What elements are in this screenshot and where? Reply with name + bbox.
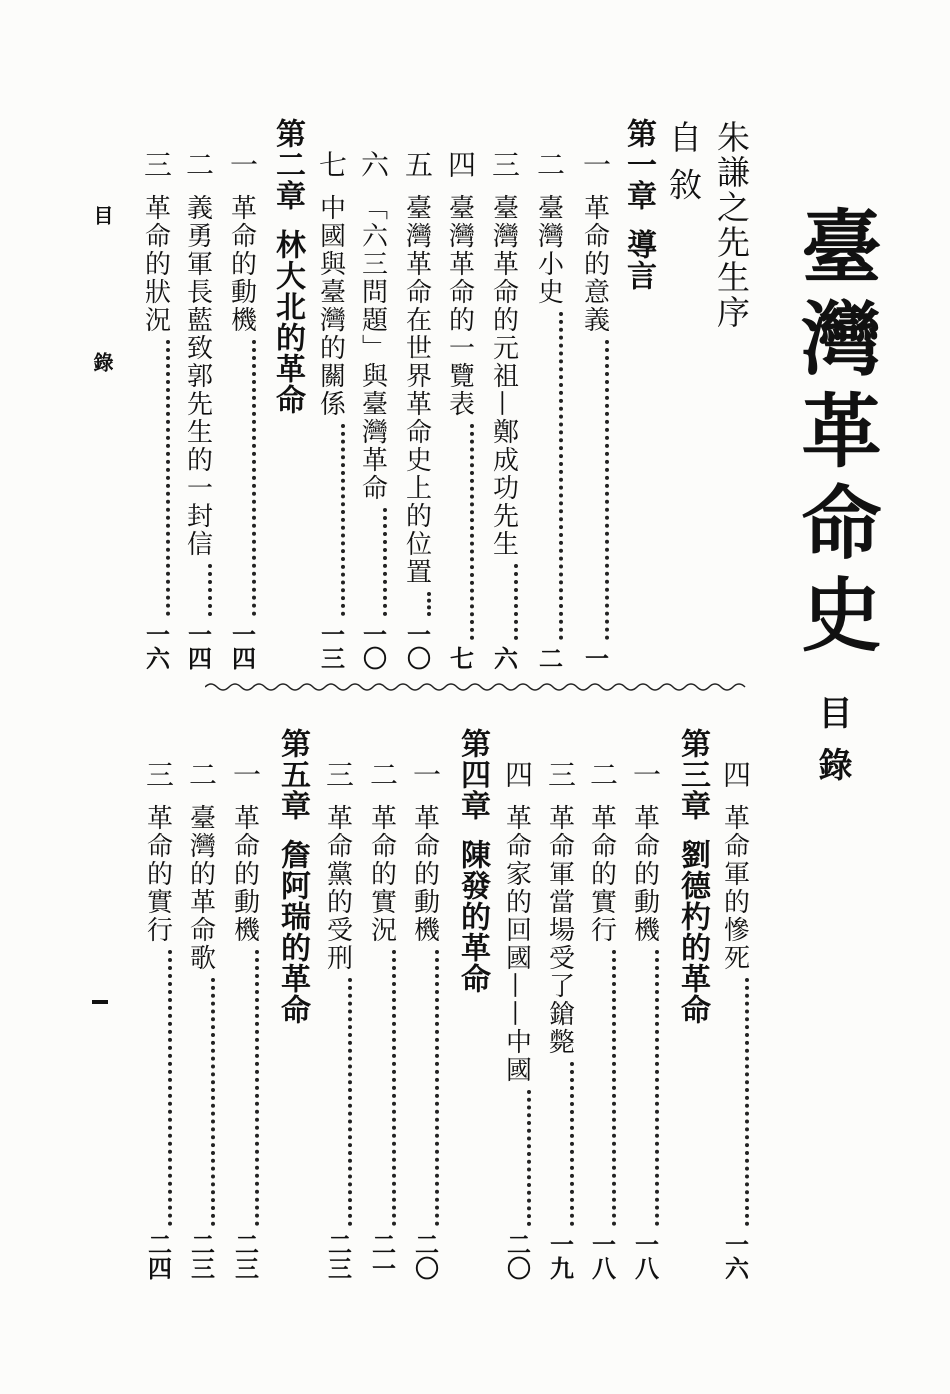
- entry-number: 二: [182, 150, 215, 178]
- dot-leader: [142, 340, 170, 616]
- chapter-4-title: 陳發的革命: [455, 839, 490, 994]
- entry-title: 革命的實行: [142, 804, 173, 944]
- toc-entry: [440, 150, 480, 670]
- entry-page: 二一: [367, 1232, 397, 1280]
- entry-page: 二三: [323, 1232, 353, 1280]
- entry-page: 二四: [143, 1232, 173, 1280]
- entry-number: 一: [409, 760, 442, 788]
- entry-title: 革命黨的受刑: [322, 804, 353, 972]
- chapter-2-title: 林大北的革命: [270, 229, 305, 415]
- entry-page: 一八: [630, 1232, 660, 1280]
- dot-leader: [446, 424, 474, 640]
- chapter-2-heading: [265, 118, 309, 415]
- dot-leader: [184, 564, 212, 616]
- entry-number: 四: [444, 150, 477, 178]
- preface-entry: 朱謙之先生序: [712, 120, 751, 330]
- entry-title: 革命的動機: [226, 194, 257, 334]
- toc-label: 目錄: [812, 695, 852, 799]
- toc-entry: [353, 150, 393, 670]
- entry-number: 三: [142, 760, 175, 788]
- entry-title: 革命的狀況: [140, 194, 171, 334]
- entry-title: 中國與臺灣的關係: [315, 194, 346, 418]
- dot-leader: [631, 950, 659, 1226]
- entry-number: 六: [357, 150, 390, 178]
- toc-entry: [575, 150, 615, 670]
- toc-entry: [715, 760, 755, 1280]
- chapter-1-title: 導言: [621, 229, 656, 291]
- toc-entry: [405, 760, 445, 1280]
- dot-leader: [721, 978, 749, 1226]
- entry-title: 臺灣革命在世界革命史上的位置: [401, 194, 432, 586]
- entry-title: 革命的動機: [229, 804, 260, 944]
- entry-title: 臺灣革命的元祖—鄭成功先生: [488, 194, 519, 558]
- chapter-5-number: 第五章: [275, 728, 310, 821]
- toc-entry: [225, 760, 265, 1280]
- toc-entry: [311, 150, 351, 670]
- entry-page: 二〇: [410, 1232, 440, 1280]
- dot-leader: [359, 508, 387, 616]
- dot-leader: [231, 950, 259, 1226]
- entry-number: 三: [322, 760, 355, 788]
- entry-title: 革命的意義: [579, 194, 610, 334]
- entry-number: 一: [579, 150, 612, 178]
- entry-page: 一三: [316, 622, 346, 670]
- entry-number: 二: [185, 760, 218, 788]
- toc-entry: [497, 760, 537, 1280]
- entry-page: 七: [445, 646, 475, 670]
- chapter-5-heading: [270, 728, 314, 1025]
- toc-entry: [178, 150, 218, 670]
- toc-entry: [484, 150, 524, 670]
- entry-title: 臺灣革命的一覽表: [444, 194, 475, 418]
- toc-entry: [625, 760, 665, 1280]
- entry-page: 一四: [227, 622, 257, 670]
- toc-entry: [136, 150, 176, 670]
- chapter-1-number: 第一章: [621, 118, 656, 211]
- entry-title: 革命的實況: [366, 804, 397, 944]
- entry-title: 革命的動機: [629, 804, 660, 944]
- entry-title: 革命軍當場受了鎗斃: [544, 804, 575, 1056]
- toc-entry: [362, 760, 402, 1280]
- toc-entry: [181, 760, 221, 1280]
- chapter-3-title: 劉德杓的革命: [675, 839, 710, 1025]
- entry-title: 義勇軍長藍致郭先生的一封信: [182, 194, 213, 558]
- entry-title: 臺灣的革命歌: [185, 804, 216, 972]
- entry-page: 六: [489, 646, 519, 670]
- margin-label: 目 錄: [90, 205, 114, 432]
- dot-leader: [535, 312, 563, 640]
- dot-leader: [228, 340, 256, 616]
- entry-page: 二三: [186, 1232, 216, 1280]
- entry-title: 「六三問題」與臺灣革命: [357, 194, 388, 502]
- author-preface-entry: 自 敘: [664, 120, 703, 203]
- toc-entry: [222, 150, 262, 670]
- dot-leader: [317, 424, 345, 616]
- entry-title: 革命的實行: [586, 804, 617, 944]
- chapter-3-number: 第三章: [675, 728, 710, 821]
- toc-entry: [397, 150, 437, 670]
- entry-number: 三: [140, 150, 173, 178]
- dot-leader: [403, 592, 431, 616]
- dot-leader: [588, 950, 616, 1226]
- entry-title: 革命家的回國——中國: [501, 804, 532, 1084]
- chapter-3-heading: [670, 728, 714, 1025]
- chapter-5-title: 詹阿瑞的革命: [275, 839, 310, 1025]
- entry-page: 一六: [141, 622, 171, 670]
- chapter-2-number: 第二章: [270, 118, 305, 211]
- dot-leader: [144, 950, 172, 1226]
- entry-title: 革命的動機: [409, 804, 440, 944]
- book-title: 臺灣革命史: [788, 205, 882, 665]
- page-folio: [92, 1000, 108, 1004]
- entry-page: 二〇: [502, 1232, 532, 1280]
- entry-number: 七: [315, 150, 348, 178]
- toc-entry: [318, 760, 358, 1280]
- entry-page: 二三: [230, 1232, 260, 1280]
- toc-entry: [540, 760, 580, 1280]
- dot-leader: [368, 950, 396, 1226]
- entry-title: 臺灣小史: [533, 194, 564, 306]
- wavy-divider: [205, 678, 750, 696]
- entry-page: 一: [580, 646, 610, 670]
- entry-number: 一: [226, 150, 259, 178]
- entry-number: 一: [229, 760, 262, 788]
- toc-entry: [138, 760, 178, 1280]
- entry-page: 一九: [545, 1232, 575, 1280]
- chapter-4-number: 第四章: [455, 728, 490, 821]
- entry-number: 四: [719, 760, 752, 788]
- entry-number: 二: [586, 760, 619, 788]
- dot-leader: [503, 1090, 531, 1226]
- toc-entry: [529, 150, 569, 670]
- dot-leader: [324, 978, 352, 1226]
- toc-entry: [582, 760, 622, 1280]
- chapter-1-heading: [616, 118, 660, 291]
- entry-page: 二: [534, 646, 564, 670]
- entry-number: 四: [501, 760, 534, 788]
- dot-leader: [581, 340, 609, 640]
- dot-leader: [411, 950, 439, 1226]
- entry-title: 革命軍的慘死: [719, 804, 750, 972]
- entry-page: 一八: [587, 1232, 617, 1280]
- entry-number: 二: [533, 150, 566, 178]
- dot-leader: [490, 564, 518, 640]
- entry-number: 三: [544, 760, 577, 788]
- chapter-4-heading: [450, 728, 494, 994]
- entry-page: 一四: [183, 622, 213, 670]
- dot-leader: [187, 978, 215, 1226]
- entry-page: 一〇: [358, 622, 388, 670]
- entry-number: 一: [629, 760, 662, 788]
- entry-page: 一〇: [402, 622, 432, 670]
- entry-number: 五: [401, 150, 434, 178]
- dot-leader: [546, 1062, 574, 1226]
- entry-page: 一六: [720, 1232, 750, 1280]
- entry-number: 三: [488, 150, 521, 178]
- entry-number: 二: [366, 760, 399, 788]
